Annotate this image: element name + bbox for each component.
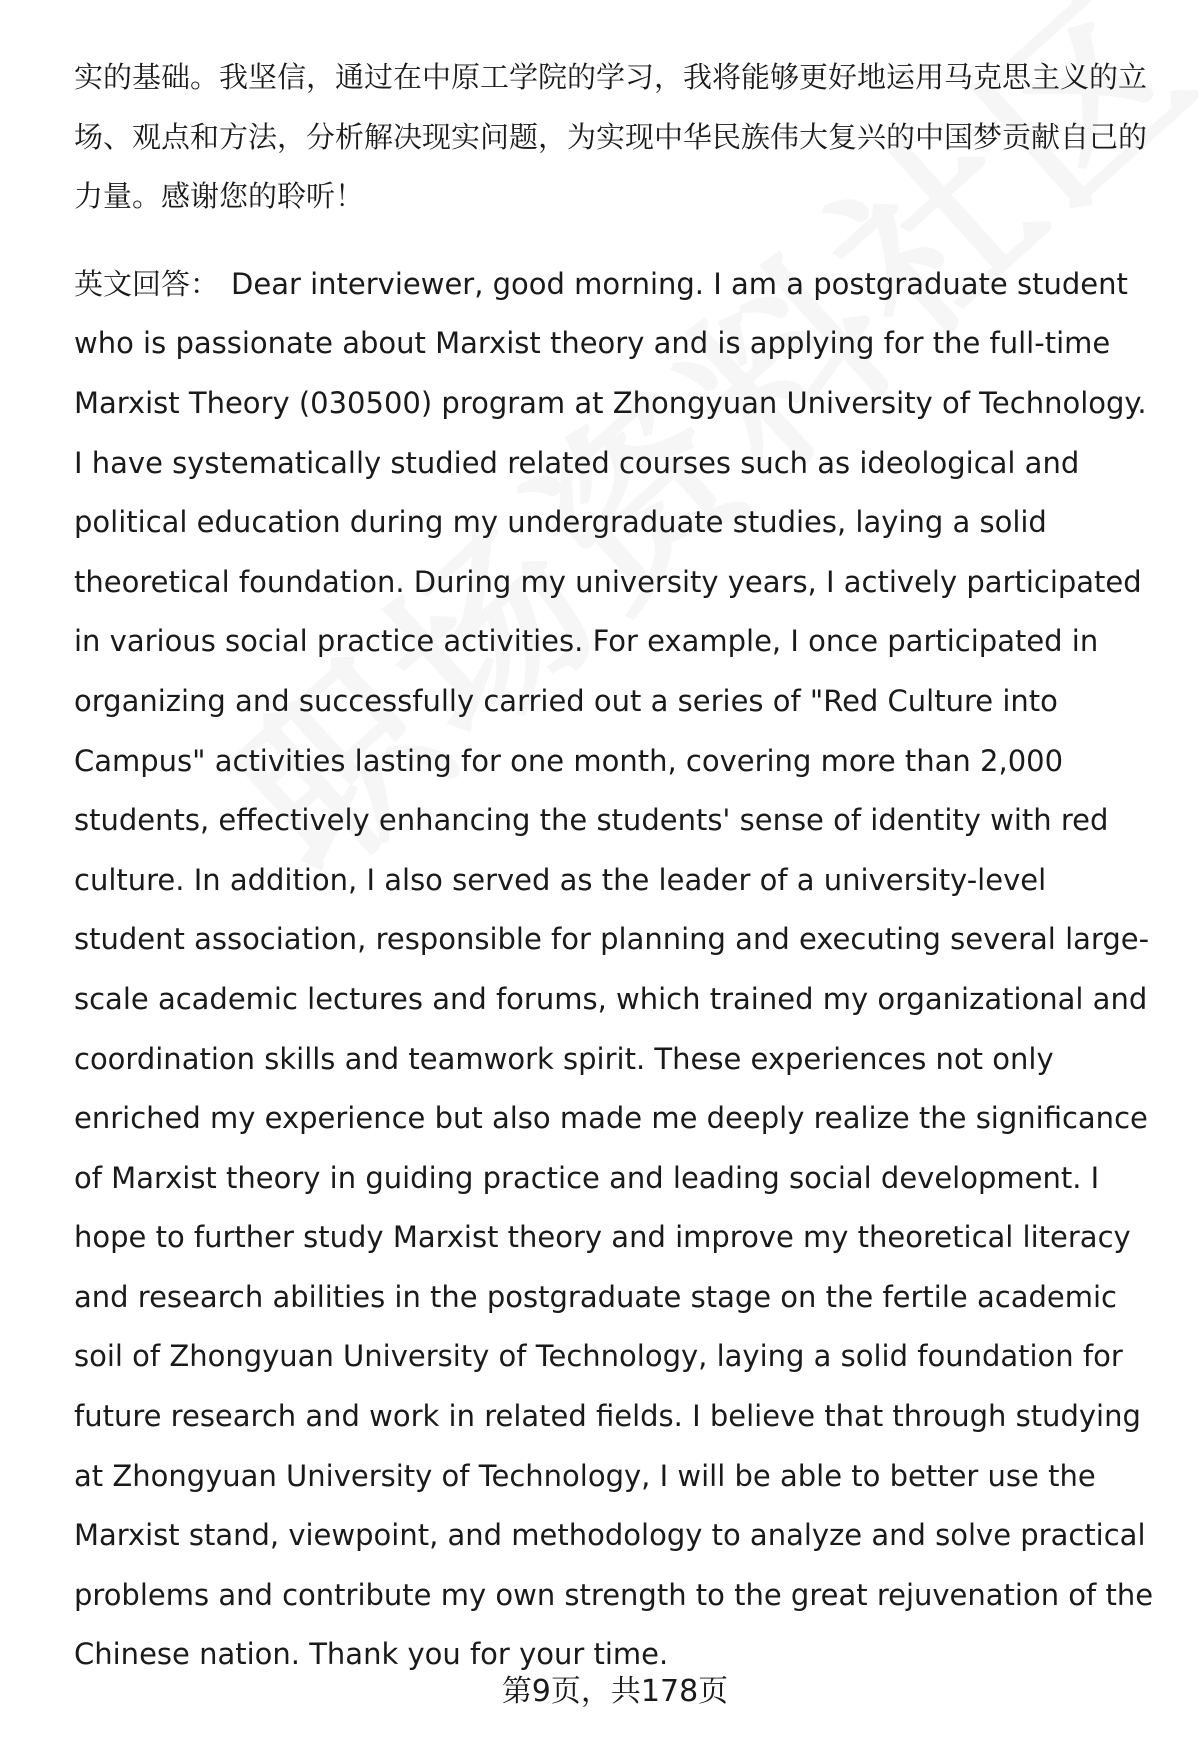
english-answer-text: Dear interviewer, good morning. I am a postgraduate student who is passionate about Marxist theory and is applying for the full-time Marxist Theory (030500) program at Zhongyuan University of Technology. I have systematically studied related courses such as ideological and political education during my undergraduate studies, laying a solid theoretical foundation. During my university years, I actively participated in various social practice activities. For example, I once participated in organizing and successfully carried out a series of "Red Culture into Campus" activities lasting for one month, covering more than 2,000 students, effectively enhancing the students' sense of identity with red culture. In addition, I also served as the leader of a university-level student association, responsible for planning and executing several large-scale academic lectures and forums, which trained my organizational and coordination skills and teamwork spirit. These experiences not only enriched my experience but also made me deeply realize the significance of Marxist theory in guiding practice and leading social development. I hope to further study Marxist theory and improve my theoretical literacy and research abilities in the postgraduate stage on the fertile academic soil of Zhongyuan University of Technology, laying a solid foundation for future research and work in related fields. I believe that through studying at Zhongyuan University of Technology, I will be able to better use the Marxist stand, viewpoint, and methodology to analyze and solve practical problems and contribute my own strength to the great rejuvenation of the Chinese nation. Thank you for your time. [74, 266, 1154, 1672]
english-answer-label: 英文回答： [74, 266, 220, 301]
chinese-paragraph: 实的基础。我坚信，通过在中原工学院的学习，我将能够更好地运用马克思主义的立场、观点和方法，分析解决现实问题，为实现中华民族伟大复兴的中国梦贡献自己的力量。感谢您的聆听！ [74, 60, 1148, 214]
english-answer-paragraph [74, 255, 1160, 1685]
document-body [74, 48, 1160, 1685]
page-footer: 第9页，共178页 [501, 1674, 729, 1709]
